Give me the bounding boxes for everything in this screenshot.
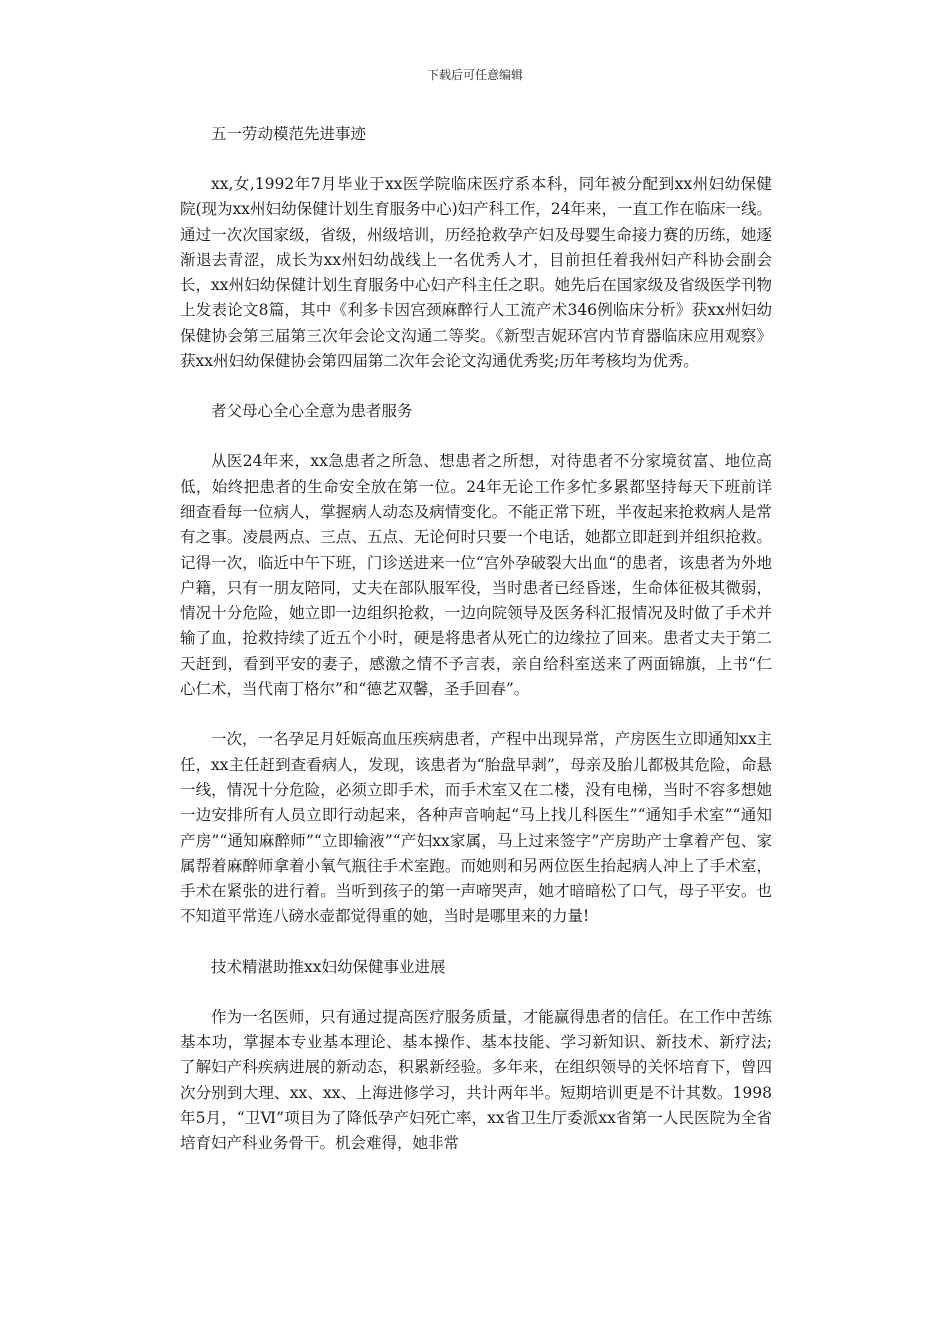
document-body	[180, 122, 772, 1157]
body-paragraph: xx,女,1992年7月毕业于xx医学院临床医疗系本科，同年被分配到xx州妇幼保健院(现为xx州妇幼保健计划生育服务中心)妇产科工作，24年来，一直工作在临床一线。通过一次次国家级，省级，州级培训，历经抢救孕产妇及母婴生命接力赛的历练，她逐渐退去青涩，成长为xx州妇幼战线上一名优秀人才，目前担任着我州妇产科协会副会长，xx州妇幼保健计划生育服务中心妇产科主任之职。她先后在国家级及省级医学刊物上发表论文8篇，其中《利多卡因宫颈麻醉行人工流产术346例临床分析》获xx州妇幼保健协会第三届第三次年会论文沟通二等奖。《新型吉妮环宫内节育器临床应用观察》获xx州妇幼保健协会第四届第二次年会论文沟通优秀奖;历年考核均为优秀。	[180, 175, 772, 371]
page-header: 下载后可任意编辑	[426, 68, 523, 82]
section-heading: 五一劳动模范先进事迹	[211, 125, 367, 143]
section-heading: 者父母心全心全意为患者服务	[211, 402, 413, 421]
body-paragraph: 从医24年来，xx急患者之所急、想患者之所想，对待患者不分家境贫富、地位高低，始终把患者的生命安全放在第一位。24年无论工作多忙多累都坚持每天下班前详细查看每一位病人，掌握病人动态及病情变化。不能正常下班，半夜起来抢救病人是常有之事。凌晨两点、三点、五点、无论何时只要一个电话，她都立即赶到并组织抢救。记得一次，临近中午下班，门诊送进来一位“宫外孕破裂大出血“的患者，该患者为外地户籍，只有一朋友陪同，丈夫在部队服军役，当时患者已经昏迷，生命体征极其微弱，情况十分危险，她立即一边组织抢救，一边向院领导及医务科汇报情况及时做了手术并输了血，抢救持续了近五个小时，硬是将患者从死亡的边缘拉了回来。患者丈夫于第二天赶到，看到平安的妻子，感激之情不予言表，亲自给科室送来了两面锦旗，上书“仁心仁术，当代南丁格尔”和“德艺双馨，圣手回春”。	[180, 452, 772, 699]
body-paragraph: 一次，一名孕足月妊娠高血压疾病患者，产程中出现异常，产房医生立即通知xx主任，xx主任赶到查看病人，发现，该患者为“胎盘早剥”，母亲及胎儿都极其危险，命悬一线，情况十分危险，必须立即手术，而手术室又在二楼，没有电梯，当时不容多想她一边安排所有人员立即行动起来，各种声音响起“马上找儿科医生”“通知手术室”“通知产房”“通知麻醉师”“立即输液”“产妇xx家属，马上过来签字”产房助产士拿着产包、家属帮着麻醉师拿着小氧气瓶往手术室跑。而她则和另两位医生抬起病人冲上了手术室，手术在紧张的进行着。当听到孩子的第一声啼哭声，她才暗暗松了口气，母子平安。也不知道平常连八磅水壶都觉得重的她，当时是哪里来的力量!	[180, 730, 772, 926]
section-heading: 技术精湛助推xx妇幼保健事业进展	[211, 957, 446, 976]
body-paragraph: 作为一名医师，只有通过提高医疗服务质量，才能赢得患者的信任。在工作中苦练基本功，掌握本专业基本理论、基本操作、基本技能、学习新知识、新技术、新疗法;了解妇产科疾病进展的新动态，积累新经验。多年来，在组织领导的关怀培育下，曾四次分别到大理、xx、xx、上海进修学习，共计两年半。短期培训更是不计其数。1998年5月，“卫Ⅵ”项目为了降低孕产妇死亡率，xx省卫生厅委派xx省第一人民医院为全省培育妇产科业务骨干。机会难得，她非常	[180, 1007, 772, 1153]
